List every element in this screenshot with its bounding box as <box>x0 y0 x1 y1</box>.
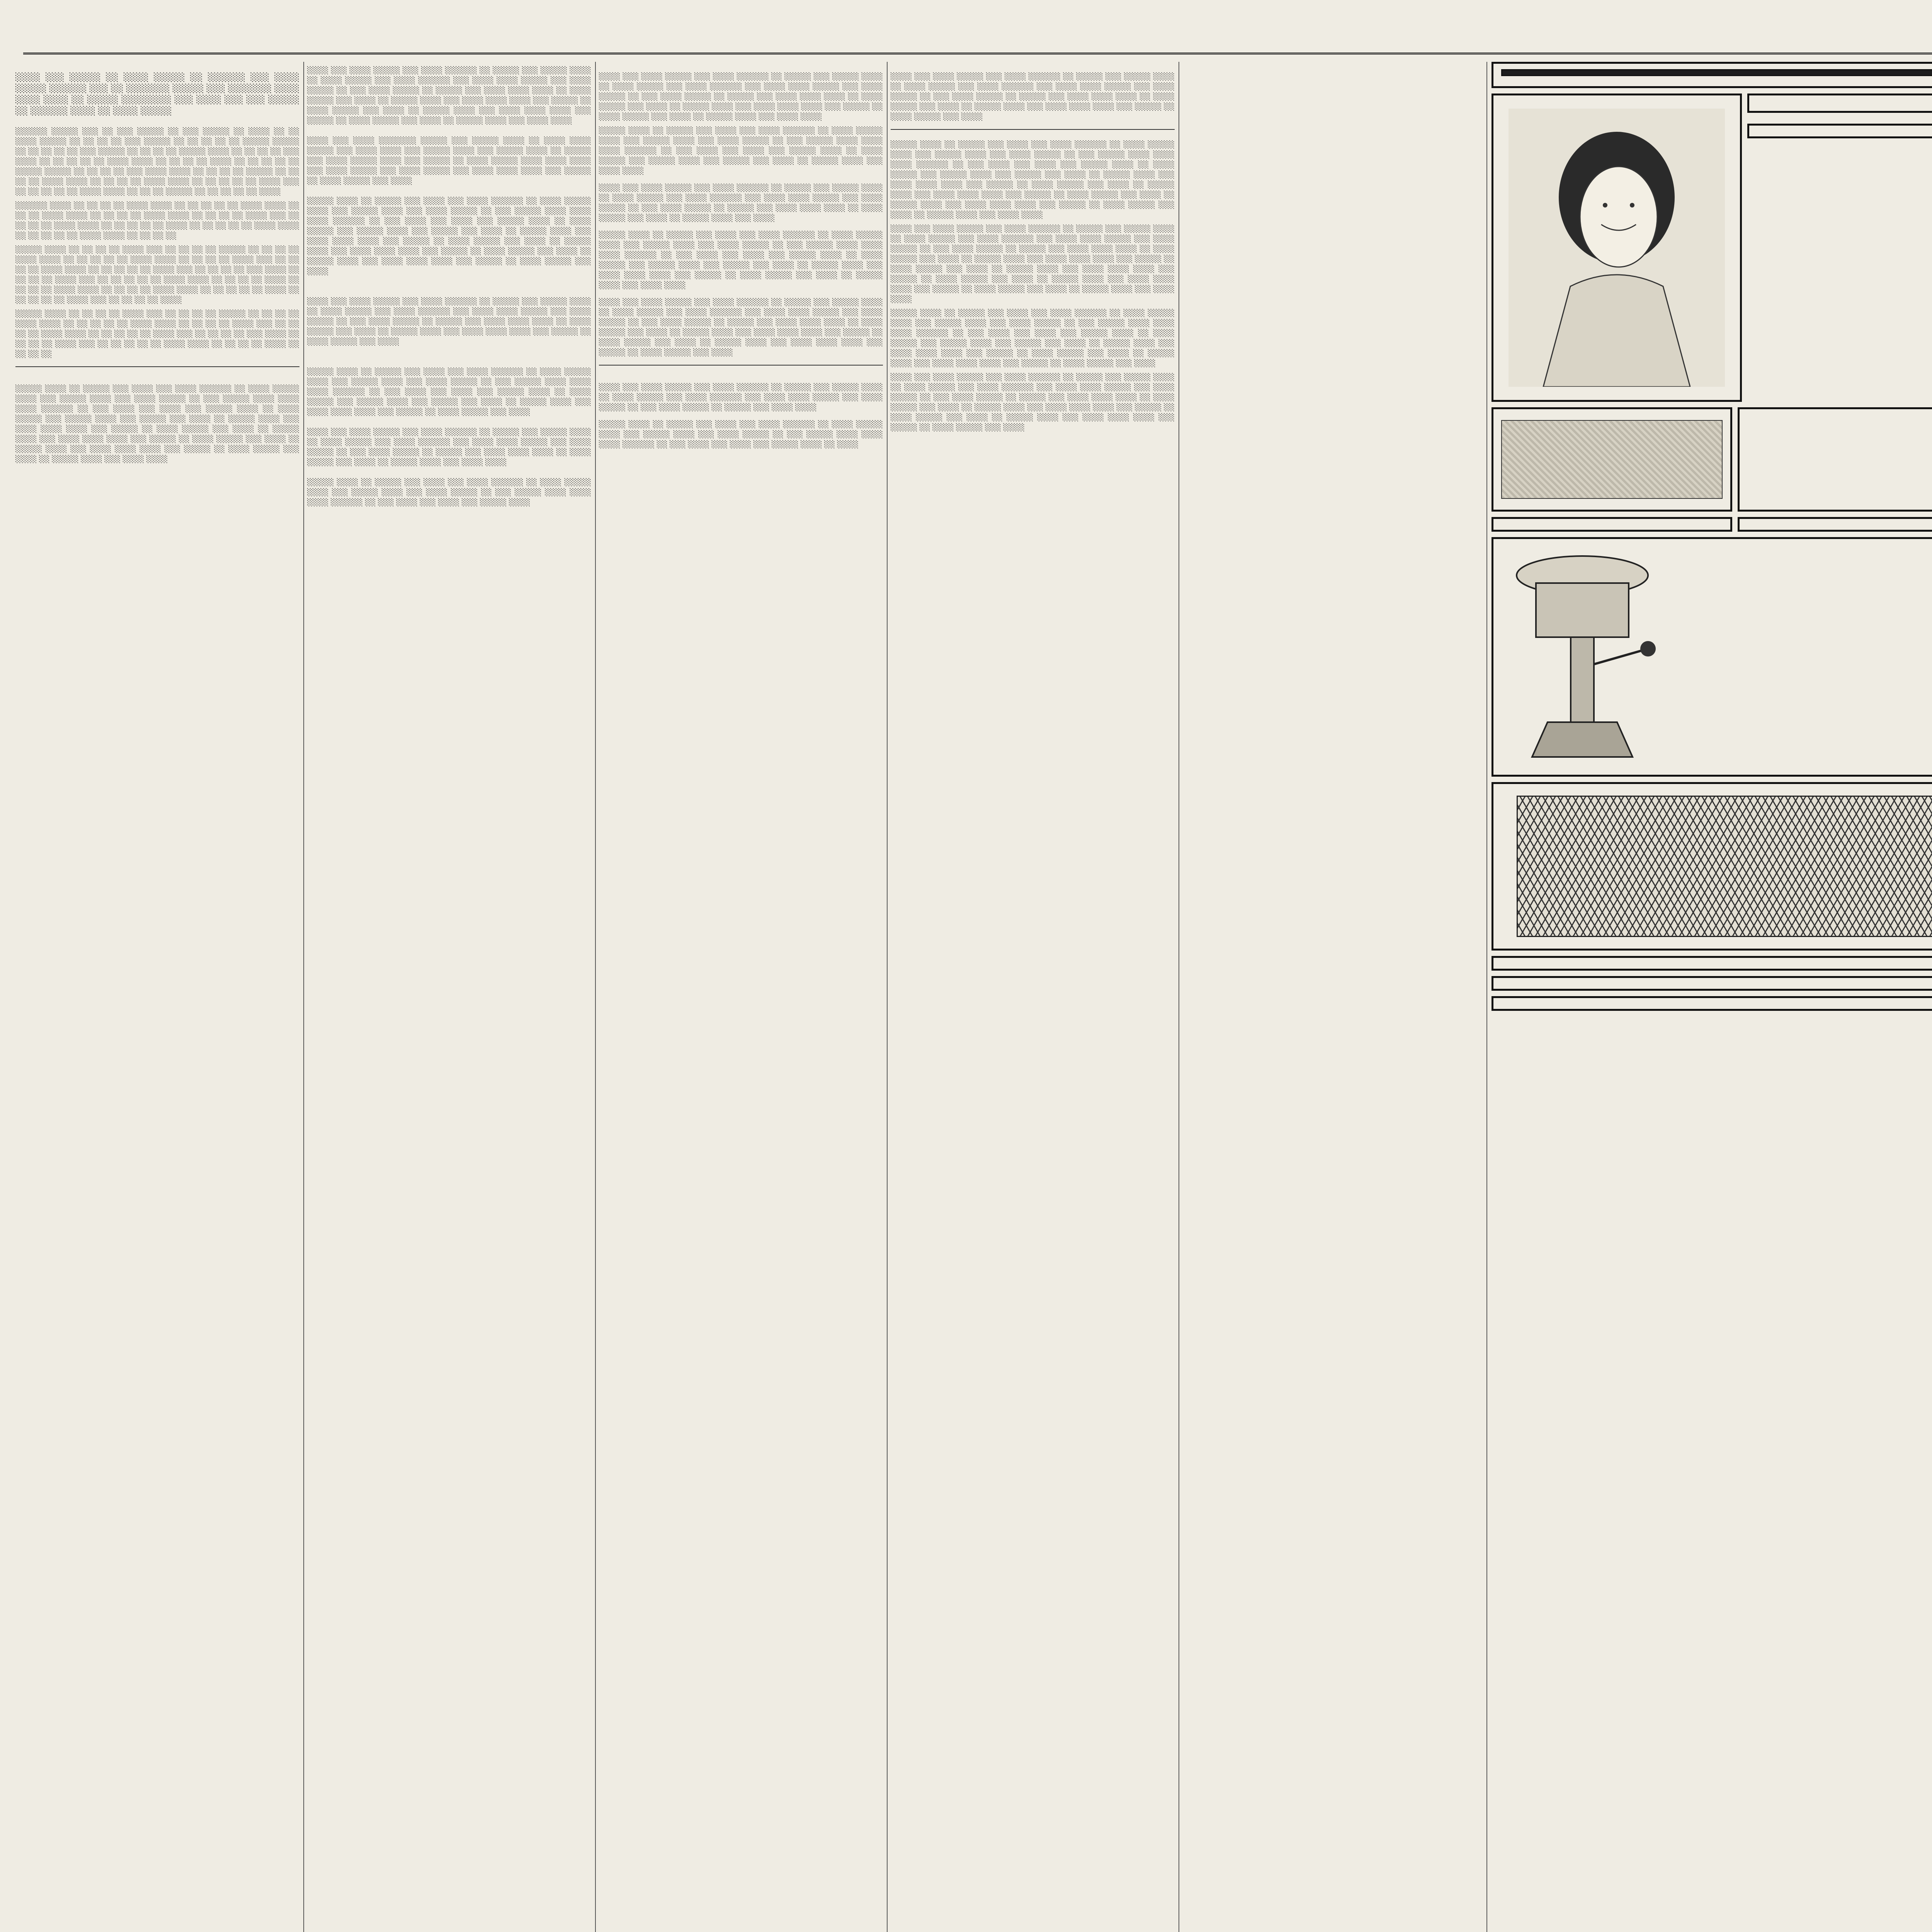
illegible-text-block: ░░░░ ░░░ ░░░░ ░░░░░ ░░░ ░░░░ ░░░░░░ ░░ ░░░░░ ░░░ ░░░░░ ░░░░ ░░ ░░░░ ░░░░░ ░░░ ░░░░ ░░░░░░ ░░░ ░░░░ ░░░░ ░░░░░ ░░░ ░░░░ ░░░░░ ░░ ░░░ ░░░░ ░░░░░ ░░ ░░░░░ ░░░ ░░░░ ░░░░ <box>599 383 883 412</box>
masthead <box>23 14 1932 54</box>
illegible-text-block: ░░░░ ░░░ ░░░░ ░░░░░ ░░░ ░░░░ ░░░░░░ ░░ ░░░░░ ░░░ ░░░░░ ░░░░ ░░ ░░░░ ░░░░░ ░░░ ░░░░ ░░░░░░ ░░░ ░░░░ ░░░░ ░░░░░ ░░░ ░░░░ ░░░░░ ░░ ░░░ ░░░░ ░░░░░ ░░ ░░░░░ ░░░ ░░░░ ░░░░ ░░░░ ░░ ░░░░ ░░░░░ ░░░ ░░░░ ░░ ░░░░░ ░░░░ ░░░ ░░░░ <box>599 184 883 222</box>
illegible-text-block: ░░░░░░ ░░░░░ ░░░ ░░ ░░░ ░░░░░ ░░ ░░░ ░░░░░ ░░ ░░░░ ░░ ░░ ░░░░ ░░░░░ ░░ ░░ ░░ ░░ ░░░ ░░░░░ ░░ ░░ ░░ ░░ ░░ ░░░░░ ░░░░░ ░░ ░░ ░░ ░░ ░░ ░░░ ░░░░░ ░░ ░░ ░░ ░░ ░░░░░ ░░░░ ░░ ░░ ░░ ░░ ░░░ ░░░░ ░░ ░░ ░░ ░░ ░░ ░░░░ ░░░░ ░░ ░░ ░░ ░░ ░░░░ ░░ ░░ ░░ ░░ ░░ ░░░░░ ░░░░░ ░░ ░░ ░░ ░░ ░░░ ░░░░ ░░░░ ░░ ░░ ░░ ░░ ░░░░░ ░░ ░░ ░░ ░░ ░░░░ ░░░░ ░░ ░░ ░░ ░░ ░░░░ ░░░░ ░░ ░░ ░░ ░░ ░░ ░░░░ ░░░ ░░ ░░ ░░ ░░ ░░ ░░░░ ░░░░ ░░ ░░ ░░ ░░░░░ ░░ ░░ ░░ ░░ ░░ ░░░░ <box>15 128 299 196</box>
column-rule <box>1486 62 1487 1932</box>
ad-jones-co <box>1747 124 1932 138</box>
illegible-text-block: ░░░░ ░░░ ░░░░ ░░░░░ ░░░ ░░░░ ░░░░░░ ░░ ░░░░░ ░░░ ░░░░░ ░░░░ ░░ ░░░░ ░░░░░ ░░░ ░░░░ ░░░░░░ ░░░ ░░░░ ░░░░ ░░░░░ ░░░ ░░░░ ░░░░░ ░░ ░░░ ░░░░ ░░░░░ ░░ ░░░░░ ░░░ ░░░░ ░░░░ ░░░░ ░░ ░░░░ ░░░░░ ░░░ ░░░░ ░░ ░░░░░ ░░░░ ░░░ ░░░░ ░░░░ ░░░░ ░░░ ░░░░░ ░░ ░░░░ ░░░░░ ░░░ ░░░░ ░░ ░░░░░ ░░░░ ░░░ ░░░░ ░░░░ ░░░░ ░░░ ░░░░░ ░░ ░░░░ ░░░░░ ░░░ ░░░░ <box>891 373 1175 432</box>
illegible-text-block: ░░░░ ░░░ ░░░░ ░░░░░ ░░░ ░░░░ ░░░░░░ ░░ ░░░░░ ░░░ ░░░░░ ░░░░ ░░ ░░░░ ░░░░░ ░░░ ░░░░ ░░░░░░ ░░░ ░░░░ ░░░░ ░░░░░ ░░░ ░░░░ ░░░░░ ░░ ░░░ ░░░░ ░░░░░ ░░ ░░░░░ ░░░ ░░░░ ░░░░ ░░░░ ░░ ░░░░ ░░░░░ ░░░ ░░░░ ░░ ░░░░░ ░░░░ ░░░ ░░░░ ░░░░ ░░░░ ░░░ ░░░░░ ░░ ░░░░ ░░░░░ ░░░ ░░░░ ░░ ░░░░░ ░░░░ ░░░ ░░░░ ░░░░ ░░░░ ░░░ ░░░░░ ░░ ░░░░ ░░░░░ ░░░ ░░░░ ░░ ░░░░░ ░░░░ ░░░ ░░░░ ░░░░ <box>307 66 591 125</box>
ad-dentist <box>1492 407 1732 512</box>
illegible-text-block: ░░░░ ░░░ ░░░░ ░░░░░ ░░░ ░░░░ ░░░░░░ ░░ ░░░░░ ░░░ ░░░░░ ░░░░ ░░ ░░░░ ░░░░░ ░░░ ░░░░ ░░░░░░ ░░░ ░░░░ ░░░░ ░░░░░ ░░░ ░░░░ ░░░░░ ░░ ░░░ ░░░░ ░░░░░ ░░ ░░░░░ ░░░ ░░░░ ░░░░ ░░░░ ░░ ░░░░ ░░░░░ ░░░ ░░░░ ░░ ░░░░░ ░░░░ ░░░ ░░░░ ░░░░ ░░░░ ░░░ ░░░░░ ░░ ░░░░ ░░░░░ ░░░ ░░░░ <box>307 298 591 346</box>
ad-wire-netting <box>1492 782 1932 951</box>
ad-avon-tyres <box>1492 996 1932 1011</box>
illegible-text-block: ░░░░ ░░░ ░░░░ ░░░░░ ░░░ ░░░░ ░░░░░░ ░░ ░░░░░ ░░░ ░░░░░ ░░░░ ░░ ░░░░ ░░░░░ ░░░ ░░░░ ░░░░░░ ░░░ ░░░░ ░░░░ ░░░░░ ░░░ ░░░░ ░░░░░ ░░ ░░░ ░░░░ ░░░░░ ░░ ░░░░░ ░░░ ░░░░ ░░░░ ░░░░ ░░ ░░░░ ░░░░░ ░░░ ░░░░ ░░ ░░░░░ ░░░░ ░░░ ░░░░ ░░░░ ░░░░ ░░░ ░░░░░ ░░ ░░░░ ░░░░░ ░░░ ░░░░ ░░ ░░░░░ ░░░░ ░░░ ░░░░ ░░░░ <box>599 73 883 121</box>
ad-architect <box>1492 517 1732 532</box>
netting-illustration <box>1517 796 1932 937</box>
illegible-text-block: ░░░░░ ░░░░ ░░ ░░░░░ ░░░ ░░░░ ░░░ ░░░░ ░░░░░░ ░░ ░░░░ ░░░░░ ░░░░ ░░░ ░░░░░ ░░░░ ░░░ ░░░░ ░░░░░ ░░ ░░░ ░░░░░ ░░░░ ░░░░ ░░░░ ░░░░░░ ░░ ░░░ ░░░░ ░░░ ░░░░ ░░░ ░░░░░ ░░░░ <box>307 478 591 507</box>
illegible-text-block: ░░░░░ ░░░░ ░░ ░░░░░ ░░░ ░░░░ ░░░ ░░░░ ░░░░░░ ░░ ░░░░ ░░░░░ ░░░░ ░░░ ░░░░░ ░░░░ ░░░ ░░░░ ░░░░░ ░░ ░░░ ░░░░░ ░░░░ ░░░░ ░░░░ ░░░░░░ ░░ ░░░ ░░░░ ░░░ ░░░░ ░░░ ░░░░░ ░░░░ ░░ ░░░░ ░░░░░ ░░░ ░░░░░ ░░░░ ░░░ ░░░░░ ░░░ ░░░░ ░░ ░░░░░ ░░░░ ░░░ ░░░░ ░░░░ ░░░░ ░░░ ░░░░░ ░░ ░░░░ ░░░░░ ░░░ ░░░░ ░░ ░░░░░ ░░░░ ░░░ ░░░░ ░░░░ ░░░░ ░░░ ░░░░░ ░░ ░░░░ ░░░░░ ░░░ ░░░░ ░░ ░░░░░ ░░░░ ░░░ ░░░░ ░░░░ ░░░░ ░░░ ░░░░░ ░░ ░░░░ ░░░░░ ░░░ ░░░░ ░░ ░░░░░ ░░░░ ░░░ ░░░░ ░░░░ <box>15 385 299 463</box>
illegible-text-block: ░░░░ ░░░ ░░░░ ░░░░░ ░░░ ░░░░ ░░░░░░ ░░ ░░░░░ ░░░ ░░░░░ ░░░░ ░░ ░░░░ ░░░░░ ░░░ ░░░░ ░░░░░░ ░░░ ░░░░ ░░░░ ░░░░░ ░░░ ░░░░ ░░░░░ ░░ ░░░ ░░░░ ░░░░░ ░░ ░░░░░ ░░░ ░░░░ ░░░░ ░░░░ ░░ ░░░░ ░░░░░ ░░░ ░░░░ ░░ ░░░░░ ░░░░ ░░░ ░░░░ ░░░░ ░░░░ ░░░ ░░░░░ ░░ ░░░░ ░░░░░ ░░░ ░░░░ ░░ ░░░░░ ░░░░ ░░░ ░░░░ ░░░░ ░░░░ ░░░ ░░░░░ ░░ ░░░░ ░░░░░ ░░░ ░░░░ ░░ ░░░░░ ░░░░ ░░░ ░░░░ ░░░░ ░░░░ ░░░ ░░░░░ ░░ ░░░░ ░░░░░ ░░░ ░░░░ ░░ ░░░░░ ░░░░ ░░░ ░░░░ ░░░░ <box>891 225 1175 303</box>
illegible-text-block: ░░░░ ░░░ ░░░░░ ░░ ░░░░ ░░░░░ ░░ ░░░░░░ ░░░ ░░░░ ░░░░░ ░░░░░░ ░░░ ░░ ░░░░░░░ ░░░░░ ░░░ ░░░░░░░ ░░░░ ░░░░ ░░░░ ░░ ░░░░░ ░░░░░░░░ ░░░ ░░░░ ░░░ ░░░ ░░░░░ ░░ ░░░░░░ ░░░░ ░░ ░░░░ ░░░░░ <box>15 73 299 116</box>
ad-wedding-gifts <box>1492 62 1932 88</box>
column-rule <box>595 62 596 1932</box>
woman-portrait-illustration <box>1509 109 1725 387</box>
column-rule <box>303 62 304 1932</box>
column-rule <box>887 62 888 1932</box>
illegible-text-block: ░░░░░ ░░░░ ░░ ░░░░░ ░░░ ░░░░ ░░░ ░░░░ ░░░░░░ ░░ ░░░░ ░░░░░ ░░░░ ░░░ ░░░░░ ░░░░ ░░░ ░░░░ ░░░░░ ░░ ░░░ ░░░░░ ░░░░ ░░░░ ░░░░ ░░░░░░ ░░ ░░░ ░░░░ ░░░ ░░░░ ░░░ ░░░░░ ░░░░ ░░ ░░░░ <box>599 420 883 449</box>
illegible-text-block: ░░░░░ ░░░░ ░░ ░░░░░ ░░░ ░░░░ ░░░ ░░░░ ░░░░░░ ░░ ░░░░ ░░░░░ ░░░░ ░░░ ░░░░░ ░░░░ ░░░ ░░░░ ░░░░░ ░░ ░░░ ░░░░░ ░░░░ ░░░░ ░░░░ ░░░░░░ ░░ ░░░ ░░░░ ░░░ ░░░░ ░░░ ░░░░░ ░░░░ ░░ ░░░░ ░░░░░ ░░░ ░░░░░ ░░░░ ░░░ ░░░░░ ░░░ ░░░░ ░░ ░░░░░ ░░░░ ░░░ ░░░░ ░░░░ ░░░░ ░░░ ░░░░░ ░░ ░░░░ ░░░░░ ░░░ ░░░░ ░░ ░░░░░ ░░░░ ░░░ ░░░░ ░░░░ ░░░░ ░░░ ░░░░░ ░░ ░░░░ ░░░░░ ░░░ ░░░░ <box>891 309 1175 367</box>
column-3 <box>599 62 883 1932</box>
illegible-text-block: ░░░░░ ░░░░ ░░ ░░░░░ ░░░ ░░░░ ░░░ ░░░░ ░░░░░░ ░░ ░░░░ ░░░░░ ░░░░ ░░░ ░░░░░ ░░░░ ░░░ ░░░░ ░░░░░ ░░ ░░░ ░░░░░ ░░░░ ░░░░ ░░░░ ░░░░░░ ░░ ░░░ ░░░░ ░░░ ░░░░ ░░░ ░░░░░ ░░░░ ░░ ░░░░ ░░░░░ ░░░ ░░░░░ ░░░░ ░░░ ░░░░░ ░░░ ░░░░ ░░ ░░░░░ ░░░░ ░░░ ░░░░ ░░░░ ░░░░ ░░░ ░░░░░ ░░ ░░░░ ░░░░░ ░░░ ░░░░ <box>307 368 591 416</box>
dental-illustration <box>1501 420 1723 499</box>
ad-heading <box>1501 69 1932 76</box>
illegible-text-block: ░░░░░ ░░░░ ░░ ░░ ░░ ░░ ░░░░ ░░░ ░░ ░░ ░░ ░░ ░░░░░ ░░ ░░ ░░ ░░ ░░░░ ░░░░ ░░ ░░ ░░ ░░ ░░ ░░░░ ░░░░ ░░ ░░ ░░ ░░ ░░░░ ░░░ ░░ ░░ ░░ ░░ ░░░░ ░░░░ ░░ ░░ ░░ ░░ ░░ ░░░░ ░░░ ░░ ░░ ░░ ░░ ░░░ ░░░░ ░░ ░░ ░░ ░░ ░░░░ ░░░ ░░ ░░ ░░ ░░ ░░ ░░░░ ░░░░ ░░ ░░ ░░ ░░ ░░░░ ░░ ░░ ░░ ░░ ░░░░ ░░░░ ░░ ░░ ░░ ░░ ░░░░ ░░░░ ░░ ░░ ░░ ░░ ░░ ░░░░ ░░ ░░ ░░ ░░ ░░ ░░░░ ░░░ ░░ ░░ ░░ ░░ ░░░░ <box>15 246 299 304</box>
section-rule <box>891 129 1175 130</box>
illegible-text-block: ░░░░░ ░░░░ ░░ ░░░░░ ░░░ ░░░░ ░░░ ░░░░ ░░░░░░ ░░ ░░░░ ░░░░░ ░░░░ ░░░ ░░░░░ ░░░░ ░░░ ░░░░ ░░░░░ ░░ ░░░ ░░░░░ ░░░░ ░░░░ ░░░░ ░░░░░░ ░░ ░░░ ░░░░ ░░░ ░░░░ ░░░ ░░░░░ ░░░░ ░░ ░░░░ ░░░░░ ░░░ ░░░░░ ░░░░ ░░░ ░░░░░ ░░░ ░░░░ ░░ ░░░░░ ░░░░ ░░░ ░░░░ ░░░░ <box>599 127 883 175</box>
ad-staples-beer <box>1738 407 1932 512</box>
section-rule <box>599 365 883 366</box>
illegible-text-block: ░░░░░░ ░░░░ ░░ ░░ ░░ ░░ ░░░░ ░░░░ ░░ ░░ ░░ ░░ ░░ ░░░░ ░░░░ ░░ ░░ ░░ ░░░░ ░░░░ ░░ ░░ ░░ ░░ ░░░░ ░░░░ ░░ ░░ ░░ ░░ ░░░░ ░░░ ░░ ░░ ░░ ░░ ░░░░ ░░░░ ░░ ░░ ░░ ░░ ░░ ░░░░ ░░ ░░ ░░ ░░ ░░ ░░░░ ░░░░ ░░ ░░ ░░ ░░ ░░ ░░░░ ░░░░ ░░ ░░ ░░ ░░ <box>15 202 299 240</box>
illegible-text-block: ░░░░░ ░░░░ ░░ ░░░░░ ░░░ ░░░░ ░░░ ░░░░ ░░░░░░ ░░ ░░░░ ░░░░░ ░░░░ ░░░ ░░░░░ ░░░░ ░░░ ░░░░ ░░░░░ ░░ ░░░ ░░░░░ ░░░░ ░░░░ ░░░░ ░░░░░░ ░░ ░░░ ░░░░ ░░░ ░░░░ ░░░ ░░░░░ ░░░░ ░░ ░░░░ ░░░░░ ░░░ ░░░░░ ░░░░ ░░░ ░░░░░ ░░░ ░░░░ ░░ ░░░░░ ░░░░ ░░░ ░░░░ ░░░░ ░░░░ ░░░ ░░░░░ ░░ ░░░░ ░░░░░ ░░░ ░░░░ ░░ ░░░░░ ░░░░ ░░░ ░░░░ ░░░░ <box>599 231 883 289</box>
illegible-text-block: ░░░░ ░░░ ░░░░ ░░░░░ ░░░ ░░░░ ░░░░░░ ░░ ░░░░░ ░░░ ░░░░░ ░░░░ ░░ ░░░░ ░░░░░ ░░░ ░░░░ ░░░░░░ ░░░ ░░░░ ░░░░ ░░░░░ ░░░ ░░░░ ░░░░░ ░░ ░░░ ░░░░ ░░░░░ ░░ ░░░░░ ░░░ ░░░░ ░░░░ ░░░░ ░░ ░░░░ ░░░░░ ░░░ ░░░░ ░░ ░░░░░ ░░░░ ░░░ ░░░░ ░░░░ ░░░░ ░░░ ░░░░░ ░░ ░░░░ ░░░░░ ░░░ ░░░░ <box>891 73 1175 121</box>
ad-wedding-presents <box>1492 976 1932 991</box>
illegible-text-block: ░░░░ ░░░ ░░░░ ░░░░░░░ ░░░░░ ░░░ ░░░░░ ░░░░ ░░ ░░░░ ░░░░ ░░░░░ ░░░ ░░░░ ░░░░ ░░░ ░░░░░ ░░░░ ░░░ ░░░░░ ░░░░ ░░ ░░░░░ ░░░ ░░░░ ░░░░░ ░░░░ ░░░ ░░░░░ ░░ ░░░░ ░░░░░ ░░░░ ░░░░ ░░░░ ░░░ ░░░░ ░░░░░ ░░░ ░░░░ ░░░░░ ░░░ ░░░░ ░░░░ ░░░░ ░░░ ░░░░░ ░░ ░░░░ ░░░░░ ░░░ ░░░░ <box>307 137 591 185</box>
separator-illustration <box>1501 548 1663 765</box>
column-2 <box>307 62 591 1932</box>
ad-woman-portrait <box>1492 94 1742 402</box>
illegible-text-block: ░░░░ ░░░ ░░░░ ░░░░░ ░░░ ░░░░ ░░░░░░ ░░ ░░░░░ ░░░ ░░░░░ ░░░░ ░░ ░░░░ ░░░░░ ░░░ ░░░░ ░░░░░░ ░░░ ░░░░ ░░░░ ░░░░░ ░░░ ░░░░ ░░░░░ ░░ ░░░ ░░░░ ░░░░░ ░░ ░░░░░ ░░░ ░░░░ ░░░░ ░░░░ ░░ ░░░░ ░░░░░ ░░░ ░░░░ ░░ ░░░░░ ░░░░ ░░░ ░░░░ ░░░░ <box>307 428 591 466</box>
ad-cream-separators <box>1492 537 1932 777</box>
section-rule <box>15 366 299 367</box>
illegible-text-block: ░░░░░ ░░░░ ░░ ░░░░░ ░░░ ░░░░ ░░░ ░░░░ ░░░░░░ ░░ ░░░░ ░░░░░ ░░░░ ░░░ ░░░░░ ░░░░ ░░░ ░░░░ ░░░░░ ░░ ░░░ ░░░░░ ░░░░ ░░░░ ░░░░ ░░░░░░ ░░ ░░░ ░░░░ ░░░ ░░░░ ░░░ ░░░░░ ░░░░ ░░ ░░░░ ░░░░░ ░░░ ░░░░░ ░░░░ ░░░ ░░░░░ ░░░ ░░░░ ░░ ░░░░░ ░░░░ ░░░ ░░░░ ░░░░ ░░░░ ░░░ ░░░░░ ░░ ░░░░ ░░░░░ ░░░ ░░░░ ░░ ░░░░░ ░░░░ ░░░ ░░░░ ░░░░ ░░░░ ░░░ ░░░░░ ░░ ░░░░ ░░░░░ ░░░ ░░░░ ░░ ░░░░░ ░░░░ ░░░ ░░░░ ░░░░ ░░░░ ░░░ ░░░░░ ░░ ░░░░ ░░░░░ ░░░ ░░░░ <box>307 197 591 276</box>
column-1 <box>15 62 299 1932</box>
column-6-display-ads <box>1492 62 1932 1932</box>
illegible-text-block: ░░░░░ ░░░░ ░░ ░░ ░░ ░░ ░░░░ ░░░ ░░ ░░ ░░ ░░ ░░░░░ ░░ ░░ ░░ ░░ ░░░░ ░░░░ ░░ ░░ ░░ ░░ ░░ ░░░░ ░░░░ ░░ ░░ ░░ ░░ ░░░░ ░░░ ░░ ░░ ░░ ░░ ░░░░ ░░░░ ░░ ░░ ░░ ░░ ░░ ░░░░ ░░░ ░░ ░░ ░░ ░░ ░░░ ░░░░ ░░ ░░ ░░ ░░ ░░░░ ░░░ ░░ ░░ ░░ ░░ ░░ ░░░░ ░░░░ ░░ ░░ ░░ ░░ ░░░░ ░░ ░░ ░░ ░░ <box>15 310 299 358</box>
illegible-text-block: ░░░░░ ░░░░ ░░ ░░░░░ ░░░ ░░░░ ░░░ ░░░░ ░░░░░░ ░░ ░░░░ ░░░░░ ░░░░ ░░░ ░░░░░ ░░░░ ░░░ ░░░░ ░░░░░ ░░ ░░░ ░░░░░ ░░░░ ░░░░ ░░░░ ░░░░░░ ░░ ░░░ ░░░░ ░░░ ░░░░ ░░░ ░░░░░ ░░░░ ░░ ░░░░ ░░░░░ ░░░ ░░░░░ ░░░░ ░░░ ░░░░░ ░░░ ░░░░ ░░ ░░░░░ ░░░░ ░░░ ░░░░ ░░░░ ░░░░ ░░░ ░░░░░ ░░ ░░░░ ░░░░░ ░░░ ░░░░ ░░ ░░░░░ ░░░░ ░░░ ░░░░ ░░░░ ░░░░ ░░░ ░░░░░ ░░ ░░░░ ░░░░░ ░░░ ░░░░ ░░ ░░░░░ ░░░░ ░░░ ░░░░ ░░░░ ░░░░ ░░░ ░░░░░ ░░ ░░░░ ░░░░░ ░░░ ░░░░ ░░ ░░░░░ ░░░░ ░░░ ░░░░ ░░░░ <box>891 141 1175 219</box>
ad-electric-torch <box>1747 94 1932 113</box>
ad-patent-agents <box>1738 517 1932 532</box>
ad-insurance <box>1492 956 1932 971</box>
column-5-classifieds <box>1182 62 1482 1932</box>
illegible-text-block: ░░░░ ░░░ ░░░░ ░░░░░ ░░░ ░░░░ ░░░░░░ ░░ ░░░░░ ░░░ ░░░░░ ░░░░ ░░ ░░░░ ░░░░░ ░░░ ░░░░ ░░░░░░ ░░░ ░░░░ ░░░░ ░░░░░ ░░░ ░░░░ ░░░░░ ░░ ░░░ ░░░░ ░░░░░ ░░ ░░░░░ ░░░ ░░░░ ░░░░ ░░░░ ░░ ░░░░ ░░░░░ ░░░ ░░░░ ░░ ░░░░░ ░░░░ ░░░ ░░░░ ░░░░ ░░░░ ░░░ ░░░░░ ░░ ░░░░ ░░░░░ ░░░ ░░░░ ░░ ░░░░░ ░░░░ ░░░ ░░░░ ░░░░ ░░░░ ░░░ ░░░░░ ░░ ░░░░ ░░░░░ ░░░ ░░░░ <box>599 298 883 357</box>
column-4 <box>891 62 1175 1932</box>
